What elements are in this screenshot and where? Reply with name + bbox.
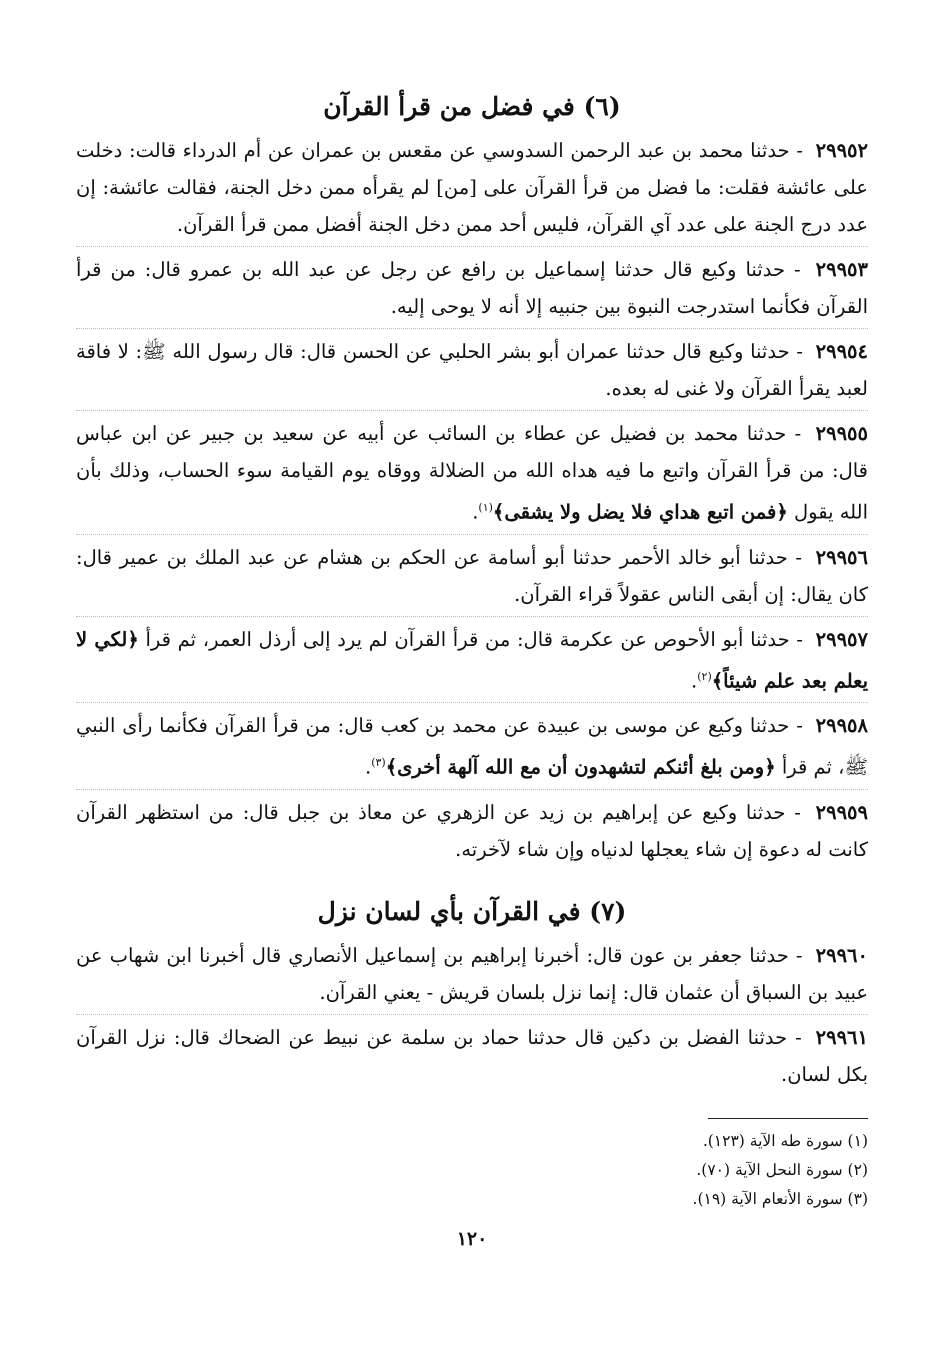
hadith-entry <box>76 794 868 871</box>
hadith-entry <box>76 251 868 329</box>
chapter-title: (٦) في فضل من قرأ القرآن <box>323 92 621 121</box>
quran-verse: ﴿فمن اتبع هداي فلا يضل ولا يشقى﴾ <box>492 500 788 524</box>
hadith-text: - حدثنا جعفر بن عون قال: أخبرنا إبراهيم بن إسماعيل الأنصاري قال أخبرنا ابن شهاب عن عبيد بن السباق أن عثمان قال: إنما نزل بلسان قريش - يعني القرآن. <box>76 943 868 1004</box>
hadith-number: ٢٩٩٥٦ <box>815 545 869 569</box>
hadith-number: ٢٩٩٥٥ <box>815 422 868 445</box>
chapter-title: (٧) في القرآن بأي لسان نزل <box>317 896 627 926</box>
footnote-reference: (٢) <box>697 669 712 683</box>
hadith-number: ٢٩٩٦٠ <box>815 943 868 967</box>
hadith-number: ٢٩٩٥٧ <box>815 627 869 651</box>
punctuation: . <box>691 669 698 692</box>
punctuation: . <box>472 500 479 524</box>
hadith-number: ٢٩٩٥٨ <box>815 714 868 737</box>
footnote-reference: (١) <box>478 501 493 514</box>
footnote: (١) سورة طه الآية (١٢٣). <box>702 1131 868 1150</box>
hadith-entry <box>76 333 868 411</box>
hadith-entry <box>76 937 868 1015</box>
hadith-entry <box>76 132 868 247</box>
hadith-number: ٢٩٩٥٣ <box>815 258 869 281</box>
page-number: ١٢٠ <box>456 1227 488 1250</box>
hadith-text: - حدثنا محمد بن فضيل عن عطاء بن السائب عن أبيه عن سعيد بن جبير عن ابن عباس قال: من قرأ القرآن واتبع ما فيه هداه الله من الضلالة ووقاه يوم القيامة سوء الحساب، وذلك بأن الله يقول <box>76 422 868 524</box>
hadith-entry <box>76 415 868 535</box>
footnote: (٢) سورة النحل الآية (٧٠). <box>696 1160 868 1179</box>
hadith-number: ٢٩٩٥٩ <box>815 800 869 824</box>
hadith-text: - حدثنا وكيع عن موسى بن عبيدة عن محمد بن كعب قال: من قرأ القرآن فكأنما رأى النبي ﷺ، ثم قرأ <box>76 714 868 779</box>
hadith-number: ٢٩٩٥٢ <box>815 139 868 162</box>
footnote-reference: (٣) <box>371 756 386 769</box>
hadith-entry <box>76 539 868 617</box>
hadith-text: - حدثنا وكيع قال حدثنا عمران أبو بشر الحلبي عن الحسن قال: قال رسول الله ﷺ: لا فاقة لعبد يقرأ القرآن ولا غنى له بعده. <box>76 340 868 400</box>
hadith-text: - حدثنا محمد بن عبد الرحمن السدوسي عن مقعس بن عمران عن أم الدرداء قالت: دخلت على عائشة فقلت: ما فضل من قرأ القرآن على [من] لم يقرأه ممن دخل الجنة، فقالت عائشة: إن عدد درج الجنة على عدد آي القرآن، فليس أحد ممن دخل الجنة أفضل ممن قرأ القرآن. <box>76 139 868 236</box>
quran-verse: ﴿لكي لا يعلم بعد علم شيئاً﴾ <box>76 627 868 692</box>
footnote-divider <box>708 1118 868 1119</box>
hadith-number: ٢٩٩٥٤ <box>815 340 868 363</box>
book-page <box>76 88 868 1250</box>
hadith-text: - حدثنا أبو الأحوص عن عكرمة قال: من قرأ القرآن لم يرد إلى أرذل العمر، ثم قرأ <box>145 627 803 651</box>
punctuation: . <box>365 755 372 779</box>
hadith-number: ٢٩٩٦١ <box>815 1025 868 1049</box>
hadith-text: - حدثنا الفضل بن دكين قال حدثنا حماد بن سلمة عن نبيط عن الضحاك قال: نزل القرآن بكل لسان. <box>76 1025 868 1086</box>
hadith-entry <box>76 621 868 704</box>
quran-verse: ﴿ومن بلغ أئنكم لتشهدون أن مع الله آلهة أخرى﴾ <box>385 755 776 779</box>
hadith-entry <box>76 707 868 790</box>
hadith-entry <box>76 1019 868 1096</box>
hadith-text: - حدثنا وكيع قال حدثنا إسماعيل بن رافع عن رجل عن عبد الله بن عمرو قال: من قرأ القرآن فكأنما استدرجت النبوة بين جنبيه إلا أنه لا يوحى إليه. <box>76 258 868 318</box>
footnote: (٣) سورة الأنعام الآية (١٩). <box>692 1189 868 1208</box>
hadith-text: - حدثنا أبو خالد الأحمر حدثنا أبو أسامة عن الحكم بن هشام عن عبد الملك بن عمير قال: كان يقال: إن أبقى الناس عقولاً قراء القرآن. <box>76 545 868 606</box>
hadith-text: - حدثنا وكيع عن إبراهيم بن زيد عن الزهري عن معاذ بن جبل قال: من استظهر القرآن كانت له دعوة إن شاء يعجلها لدنياه وإن شاء لآخرته. <box>76 800 868 861</box>
